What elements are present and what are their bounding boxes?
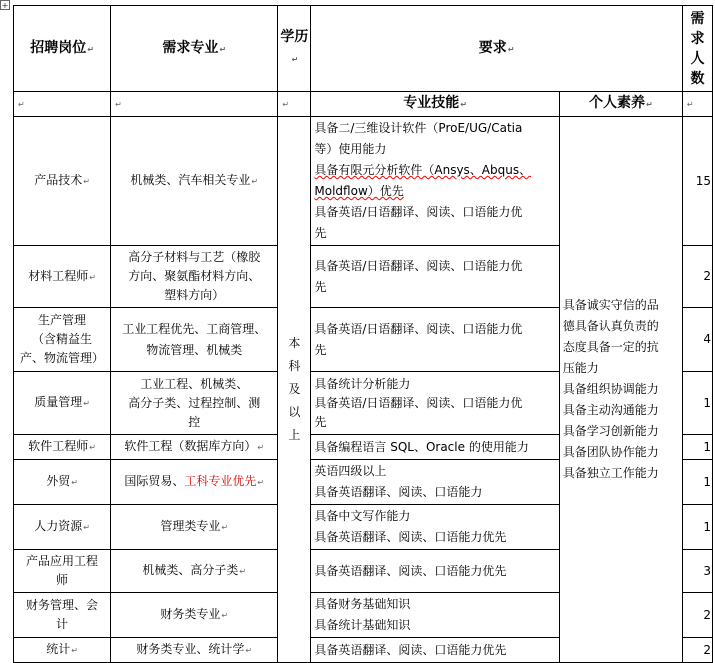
skills-cell: 具备英语/日语翻译、阅读、口语能力优 先 [311,308,559,372]
empty-cell: ↵ [278,92,311,117]
major-cell: 工业工程优先、工商管理、 物流管理、机械类 [111,308,278,372]
qualities-cell: 具备诚实守信的品 德具备认真负责的 态度具备一定的抗 压能力 具备组织协调能力 具备主动沟通能力 具备学习创新能力 具备团队协作能力 具备独立工作能力 [559,117,682,663]
position-cell: 统计↵ [14,638,111,663]
skills-cell: 具备英语翻译、阅读、口语能力优先 [311,638,559,663]
count-cell: 1 [682,372,712,435]
empty-cell: ↵ [111,92,278,117]
position-cell: 产品应用工程 师 [14,550,111,593]
position-cell: 材料工程师↵ [14,246,111,308]
count-cell: 1 [682,435,712,460]
major-cell: 工业工程、机械类、 高分子类、过程控制、测 控 [111,372,278,435]
count-cell: 2 [682,638,712,663]
skills-cell: 具备英语翻译、阅读、口语能力优先 [311,550,559,593]
skills-cell: 英语四级以上 具备英语翻译、阅读、口语能力 [311,460,559,505]
position-cell: 生产管理 （含精益生 产、物流管理） [14,308,111,372]
header-requirements: 要求↵ [311,6,683,92]
count-cell: 1 [682,505,712,550]
count-cell: 1 [682,460,712,505]
header-headcount: 需 求 人 数 [682,6,712,92]
major-cell: 管理类专业↵ [111,505,278,550]
table-move-handle[interactable]: + [1,1,9,10]
major-cell: 软件工程（数据库方向）↵ [111,435,278,460]
major-cell: 财务类专业↵ [111,593,278,638]
count-cell: 2 [682,246,712,308]
major-highlight: 工科专业优先 [184,474,257,488]
position-cell: 外贸↵ [14,460,111,505]
position-cell: 人力资源↵ [14,505,111,550]
subheader-row [14,92,713,117]
skills-cell: 具备二/三维设计软件（ProE/UG/Catia 等）使用能力 具备有限元分析软件（Ansys、Abqus、 Moldflow）优先 具备英语/日语翻译、阅读、口语能力优 先 [311,117,559,246]
count-cell: 4 [682,308,712,372]
count-cell: 2 [682,593,712,638]
skills-cell: 具备中文写作能力 具备英语翻译、阅读、口语能力优先 [311,505,559,550]
header-position: 招聘岗位↵ [14,6,111,92]
position-cell: 财务管理、会 计 [14,593,111,638]
subheader-qualities: 个人素养↵ [559,92,682,117]
skills-cell: 具备编程语言 SQL、Oracle 的使用能力 [311,435,559,460]
major-cell: 财务类专业、统计学↵ [111,638,278,663]
position-cell: 质量管理↵ [14,372,111,435]
count-cell: 3 [682,550,712,593]
position-cell: 产品技术↵ [14,117,111,246]
major-cell: 机械类、汽车相关专业↵ [111,117,278,246]
skills-cell: 具备英语/日语翻译、阅读、口语能力优 先 [311,246,559,308]
skills-cell: 具备财务基础知识 具备统计基础知识 [311,593,559,638]
table-row [14,117,713,246]
skills-cell: 具备统计分析能力 具备英语/日语翻译、阅读、口语能力优 先 [311,372,559,435]
major-cell: 国际贸易、工科专业优先↵ [111,460,278,505]
header-major: 需求专业↵ [111,6,278,92]
education-cell: 本 科 及 以 上 [278,117,311,663]
subheader-skills: 专业技能↵ [311,92,559,117]
major-cell: 高分子材料与工艺（橡胶 方向、聚氨酯材料方向、 塑料方向） [111,246,278,308]
major-cell: 机械类、高分子类↵ [111,550,278,593]
count-cell: 15 [682,117,712,246]
position-cell: 软件工程师↵ [14,435,111,460]
empty-cell: ↵ [682,92,712,117]
recruitment-table [13,5,713,663]
header-row [14,6,713,92]
empty-cell: ↵ [14,92,111,117]
header-education: 学历↵ [278,6,311,92]
